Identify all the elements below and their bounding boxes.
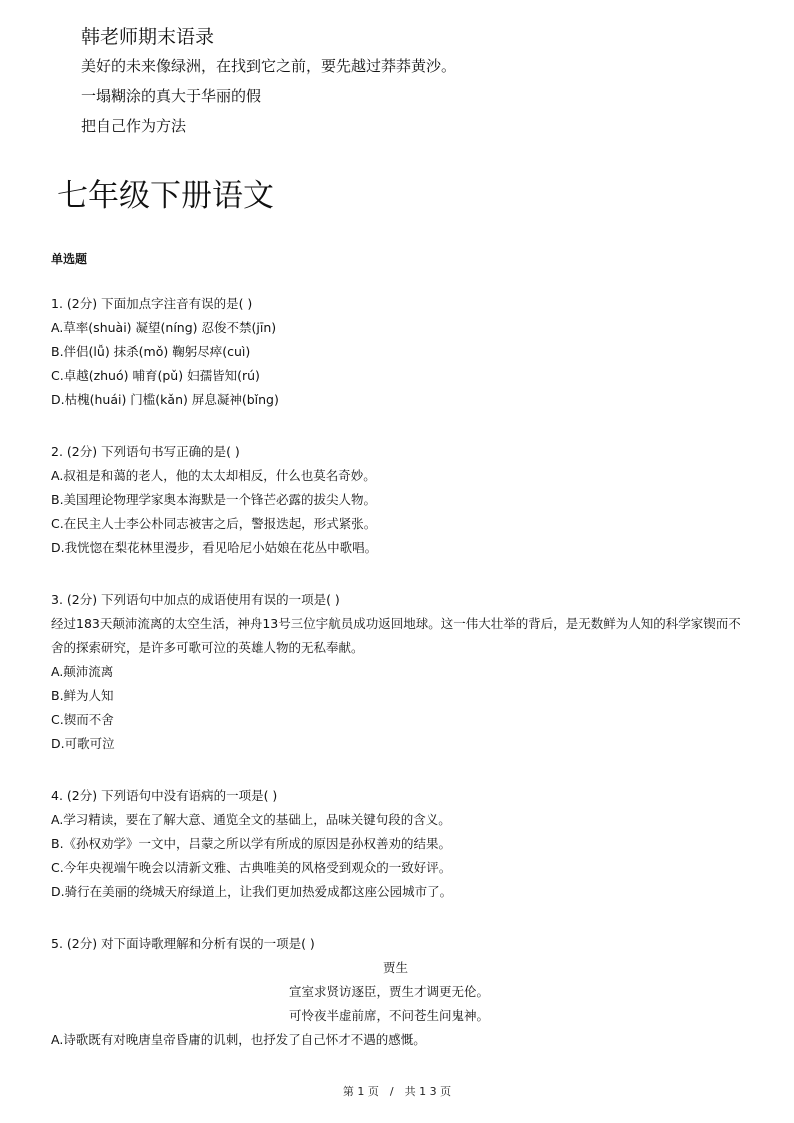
question-stem: 1. (2分) 下面加点字注音有误的是( ) [51, 296, 253, 311]
option-b: B.美国理论物理学家奥本海默是一个锋芒必露的拔尖人物。 [51, 492, 377, 507]
poem-title: 贾生 [383, 960, 409, 975]
option-b: B.伴侣(lǚ) 抹杀(mǒ) 鞠躬尽瘁(cuì) [51, 344, 251, 359]
question-passage: 经过183天颠沛流离的太空生活，神舟13号三位宇航员成功返回地球。这一伟大壮举的背后，是无数鲜为人知的科学家锲而不舍的探索研究，是许多可歌可泣的英雄人物的无私奉献。 [51, 616, 741, 655]
option-c: C.在民主人士李公朴同志被害之后，警报迭起，形式紧张。 [51, 516, 377, 531]
option-d: D.可歌可泣 [51, 736, 115, 751]
question-stem: 4. (2分) 下列语句中没有语病的一项是( ) [51, 788, 278, 803]
document-title: 七年级下册语文 [57, 178, 274, 214]
question-stem: 5. (2分) 对下面诗歌理解和分析有误的一项是( ) [51, 936, 315, 951]
option-a: A.诗歌既有对晚唐皇帝昏庸的讥刺，也抒发了自己怀才不遇的感慨。 [51, 1032, 426, 1047]
question-5 [51, 932, 741, 1052]
option-a: A.颠沛流离 [51, 664, 114, 679]
option-d: D.枯槐(huái) 门槛(kǎn) 屏息凝神(bǐng) [51, 392, 279, 407]
option-b: B.《孙权劝学》一文中，吕蒙之所以学有所成的原因是孙权善劝的结果。 [51, 836, 452, 851]
option-c: C.今年央视端午晚会以清新文雅、古典唯美的风格受到观众的一致好评。 [51, 860, 452, 875]
option-c: C.锲而不舍 [51, 712, 114, 727]
poem-line: 可怜夜半虚前席，不问苍生问鬼神。 [289, 1008, 490, 1023]
quote-line: 一塌糊涂的真大于华丽的假 [81, 87, 262, 105]
teacher-quotes [81, 22, 456, 145]
question-2 [51, 440, 741, 560]
page-footer: 第 1 页 / 共 1 3 页 [342, 1085, 452, 1098]
option-d: D.我恍惚在梨花林里漫步，看见哈尼小姑娘在花丛中歌唱。 [51, 540, 378, 555]
poem [51, 956, 741, 1028]
option-a: A.草率(shuài) 凝望(níng) 忍俊不禁(jīn) [51, 320, 277, 335]
question-3 [51, 588, 741, 756]
question-4 [51, 784, 741, 904]
option-d: D.骑行在美丽的绕城天府绿道上，让我们更加热爱成都这座公园城市了。 [51, 884, 453, 899]
option-b: B.鲜为人知 [51, 688, 114, 703]
question-1 [51, 292, 741, 412]
question-stem: 2. (2分) 下列语句书写正确的是( ) [51, 444, 240, 459]
question-stem: 3. (2分) 下列语句中加点的成语使用有误的一项是( ) [51, 592, 340, 607]
option-c: C.卓越(zhuó) 哺育(pǔ) 妇孺皆知(rú) [51, 368, 260, 383]
quote-line: 把自己作为方法 [81, 117, 187, 135]
option-a: A.学习精读，要在了解大意、通览全文的基础上，品味关键句段的含义。 [51, 812, 451, 827]
section-label: 单选题 [51, 252, 88, 266]
poem-line: 宣室求贤访逐臣，贾生才调更无伦。 [289, 984, 490, 999]
option-a: A.叔祖是和蔼的老人，他的太太却相反，什么也莫名奇妙。 [51, 468, 376, 483]
quotes-title: 韩老师期末语录 [81, 26, 215, 48]
quote-line: 美好的未来像绿洲，在找到它之前，要先越过莽莽黄沙。 [81, 57, 457, 75]
